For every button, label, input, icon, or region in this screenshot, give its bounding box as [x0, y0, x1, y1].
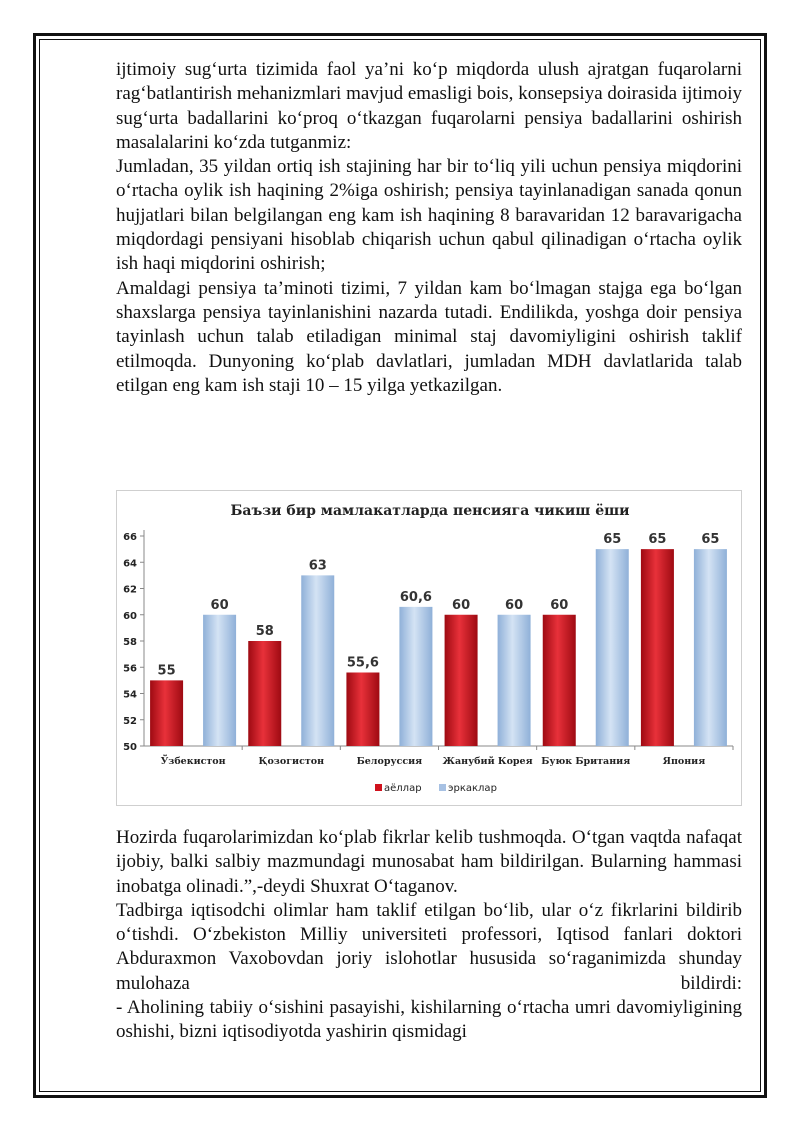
x-tick-label: Жанубий Корея [442, 756, 533, 767]
retirement-age-chart [116, 490, 742, 806]
paragraph: Amaldagi pensiya ta’minoti tizimi, 7 yildan kam bo‘lmagan stajga ega bo‘lgan shaxslarga pensiya tayinlanishini nazarda tutadi. Endilikda, yoshga doir pensiya tayinlash uchun talab etiladigan minimal staj davomiyligini oshirish taklif etilmoqda. Dunyoning ko‘plab davlatlari, jumladan MDH davlatlarida talab etilgan eng kam ish staji 10 – 15 yilga yetkazilgan. [116, 277, 742, 396]
bar-women [641, 549, 674, 746]
bar-women [445, 615, 478, 746]
x-tick-label: Япония [662, 756, 706, 767]
paragraph: ijtimoiy sug‘urta tizimida faol ya’ni ko‘p miqdorda ulush ajratgan fuqarolarni rag‘batlantirish mehanizmlari mavjud emasligi bois, konsepsiya doirasida ijtimoiy sug‘urta badallarini ko‘proq o‘tkazgan fuqarolarni pensiya badallarini oshirish masalalarini ko‘zda tutganmiz: [116, 59, 742, 153]
bar-men [399, 607, 432, 746]
legend-swatch [439, 784, 446, 791]
bar-women [248, 641, 281, 746]
bar-men [596, 549, 629, 746]
legend-swatch [375, 784, 382, 791]
chart-title: Баъзи бир мамлакатларда пенсияга чикиш ёши [230, 503, 630, 519]
data-label: 63 [308, 558, 327, 574]
y-tick-label: 58 [123, 637, 137, 648]
paragraph: Hozirda fuqarolarimizdan ko‘plab fikrlar kelib tushmoqda. O‘tgan vaqtda nafaqat ijobiy, balki salbiy mazmundagi munosabat ham bildirilgan. Bularning hammasi inobatga olinadi.”,-deydi Shuxrat O‘taganov. [116, 827, 742, 897]
legend-label: аёллар [384, 783, 422, 794]
bar-men [203, 615, 236, 746]
bar-men [498, 615, 531, 746]
data-label: 60 [452, 597, 471, 613]
y-tick-label: 50 [123, 742, 137, 753]
x-tick-label: Белоруссия [356, 756, 423, 767]
legend-label: эркаклар [448, 783, 497, 794]
chart-canvas [117, 491, 743, 807]
bar-men [301, 575, 334, 746]
y-tick-label: 54 [123, 689, 137, 701]
paragraph: - Aholining tabiiy o‘sishini pasayishi, kishilarning o‘rtacha umri davomiyligining oshishi, bizni iqtisodiyotda yashirin qismidagi [116, 997, 742, 1043]
data-label: 55 [157, 663, 176, 679]
y-tick-label: 64 [123, 558, 137, 570]
text-block-bottom [116, 826, 742, 1045]
y-tick-label: 60 [123, 610, 137, 622]
data-label: 60 [210, 597, 229, 613]
x-tick-label: Қозогистон [258, 756, 325, 767]
paragraph: Tadbirga iqtisodchi olimlar ham taklif etilgan bo‘lib, ular o‘z fikrlarini bildirib o‘tishdi. O‘zbekiston Milliy universiteti professori, Iqtisod fanlari doktori Abduraxmon Vaxobovdan joriy islohotlar hususida so‘raganimizda shunday mulohaza bildirdi: [116, 899, 742, 994]
data-label: 65 [648, 532, 667, 548]
bar-women [543, 615, 576, 746]
y-tick-label: 56 [123, 663, 137, 675]
bar-men [694, 549, 727, 746]
y-tick-label: 62 [123, 584, 137, 596]
data-label: 58 [255, 624, 274, 639]
x-tick-label: Ўзбекистон [160, 756, 226, 767]
x-tick-label: Буюк Британия [541, 756, 631, 767]
y-tick-label: 66 [123, 532, 137, 543]
y-tick-label: 52 [123, 715, 137, 727]
data-label: 65 [603, 532, 622, 548]
bar-women [346, 673, 379, 747]
data-label: 55,6 [346, 655, 379, 671]
data-label: 60 [505, 597, 524, 613]
bar-women [150, 680, 183, 746]
text-block-top [116, 58, 742, 398]
data-label: 60,6 [399, 589, 432, 605]
data-label: 65 [701, 532, 720, 548]
paragraph: Jumladan, 35 yildan ortiq ish stajining har bir to‘liq yili uchun pensiya miqdorini o‘rtacha oylik ish haqining 2%iga oshirish; pensiya tayinlanadigan sanada qonun hujjatlari bilan belgilangan eng kam ish haqining 8 baravaridan 12 baravarigacha miqdordagi pensiyani hisoblab chiqarish uchun qabul qilinadigan o‘rtacha oylik ish haqi miqdorini oshirish; [116, 156, 742, 275]
data-label: 60 [550, 597, 569, 613]
